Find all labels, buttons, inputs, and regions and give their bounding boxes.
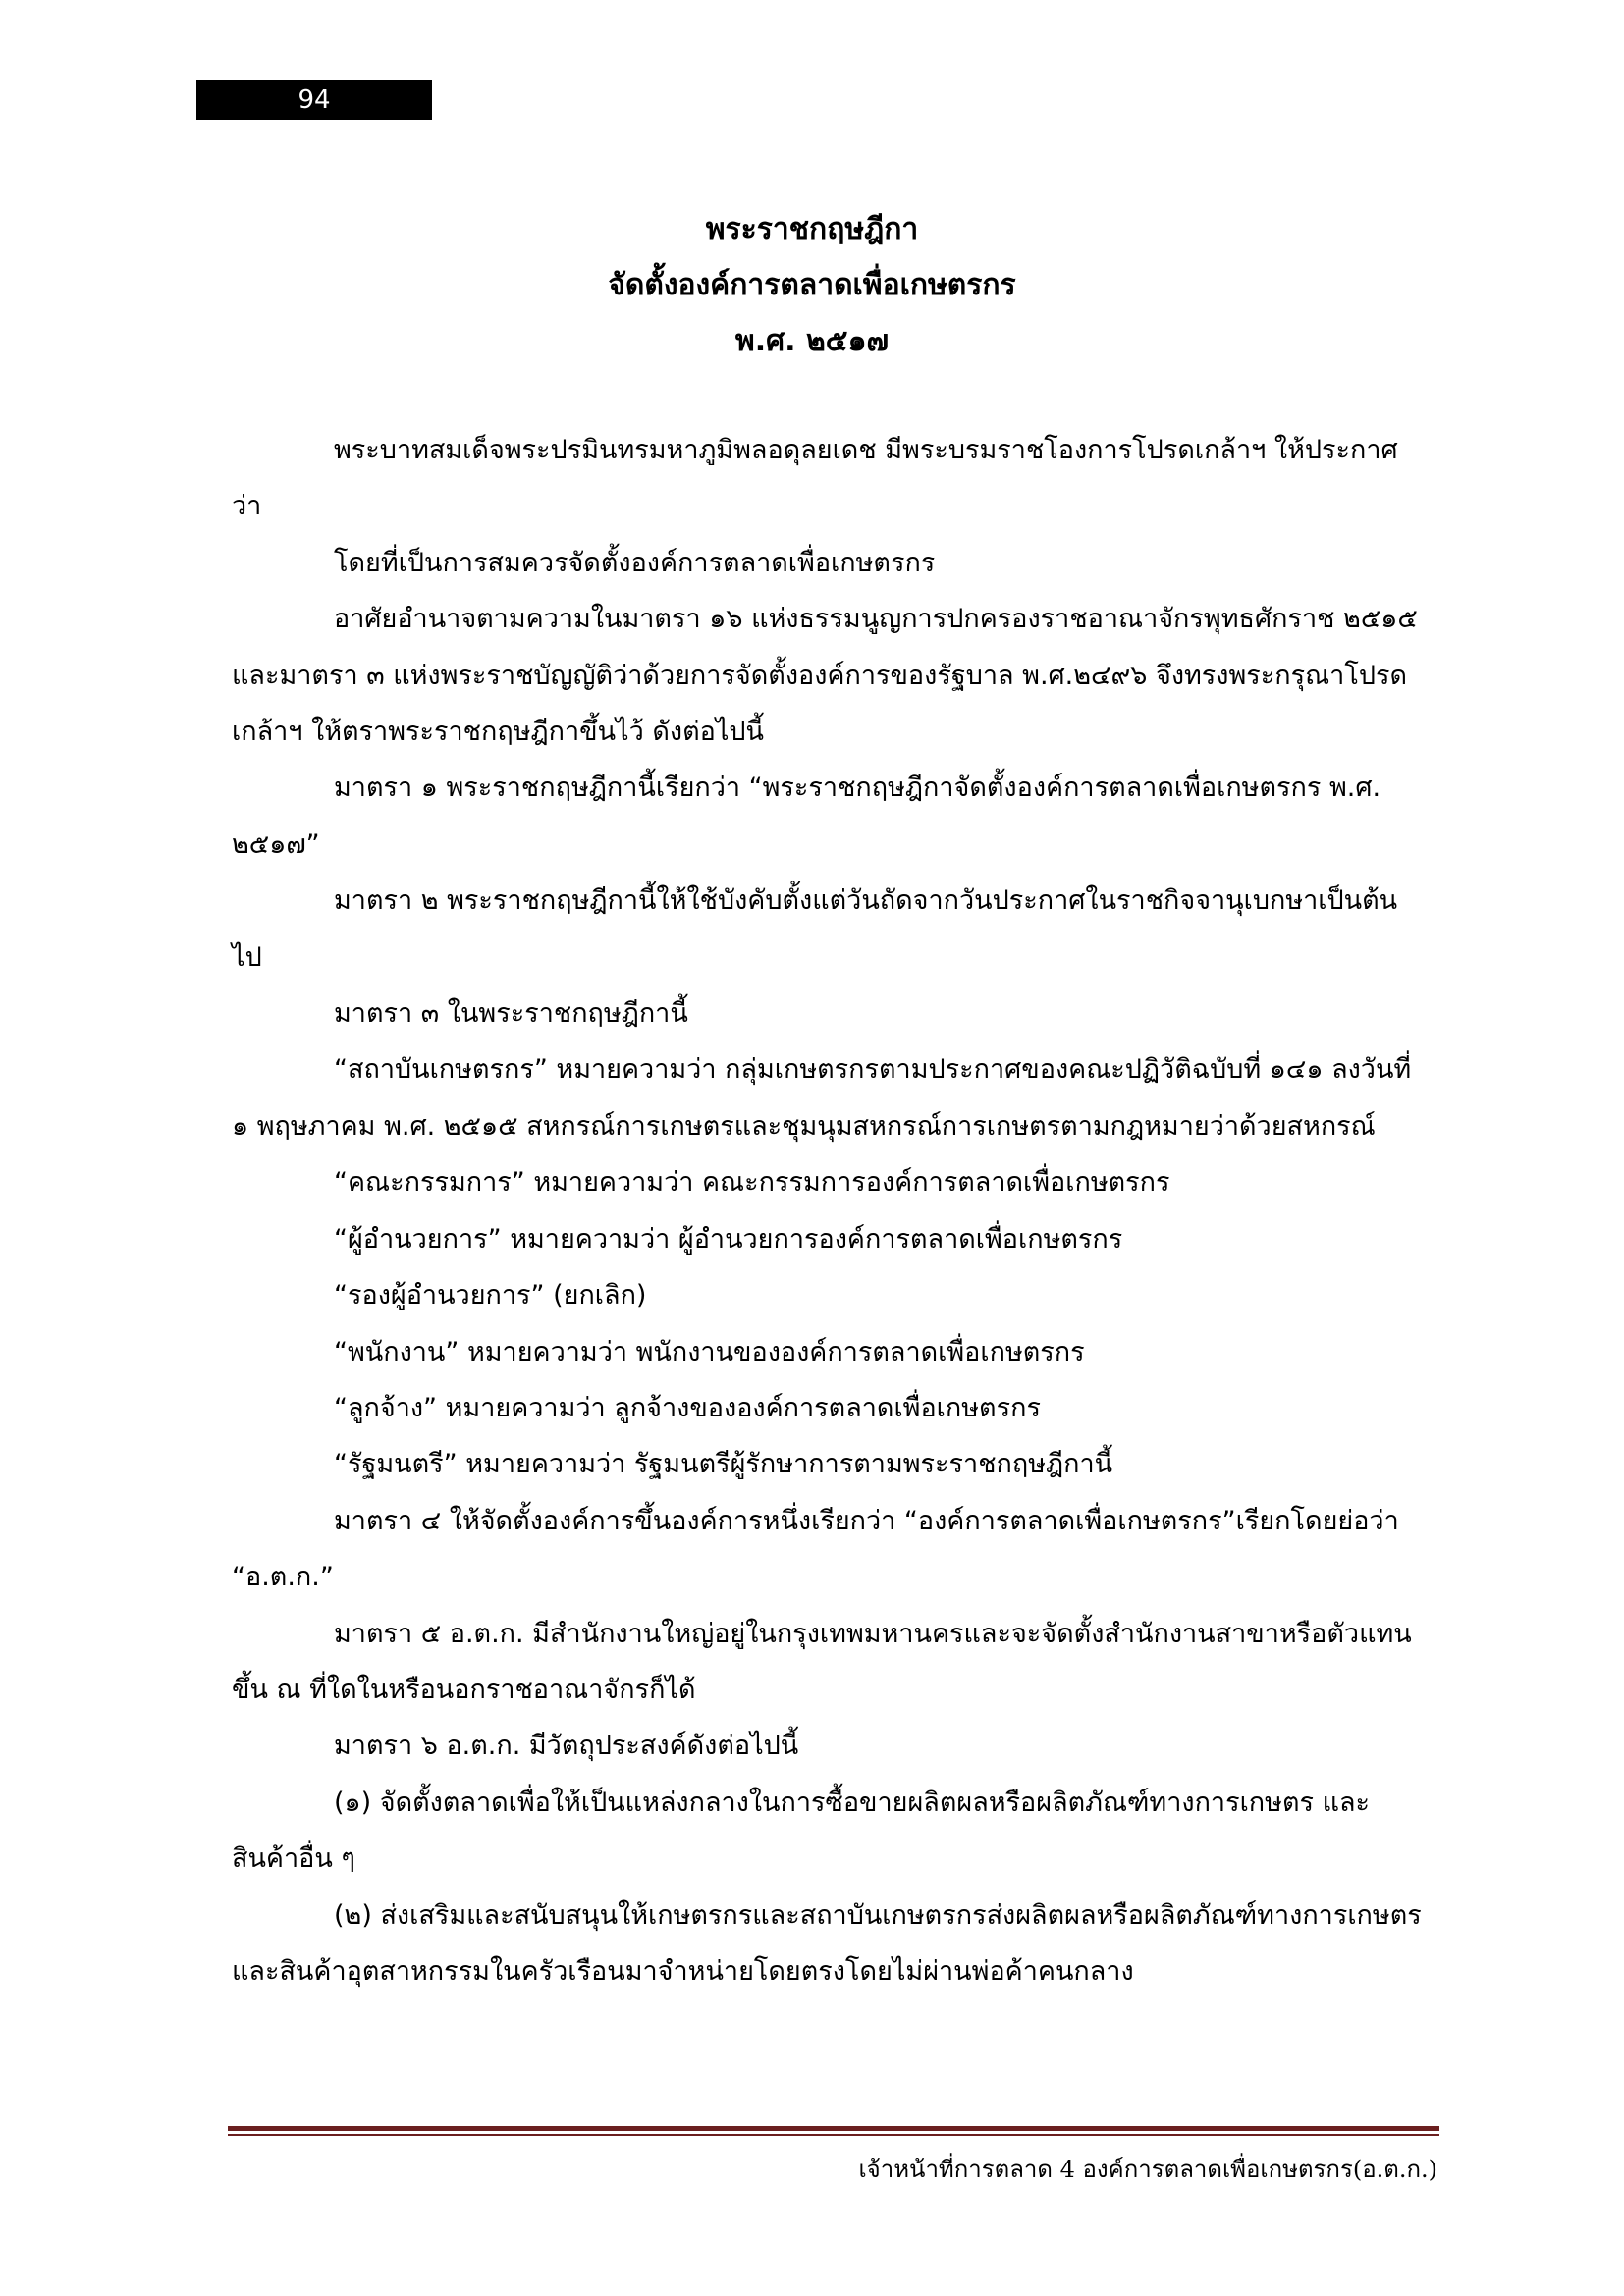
- title-line-3: พ.ศ. ๒๕๑๗: [734, 324, 890, 358]
- paragraph: อาศัยอำนาจตามความในมาตรา ๑๖ แห่งธรรมนูญการปกครองราชอาณาจักรพุทธศักราช ๒๕๑๕ และมาตรา ๓ แห่งพระราชบัญญัติว่าด้วยการจัดตั้งองค์การของรัฐบาล พ.ศ.๒๔๙๖ จึงทรงพระกรุณาโปรดเกล้าฯ ให้ตราพระราชกฤษฎีกาขึ้นไว้ ดังต่อไปนี้: [232, 604, 1418, 748]
- title-line-1: พระราชกฤษฎีกา: [705, 212, 919, 246]
- paragraph: (๑) จัดตั้งตลาดเพื่อให้เป็นแหล่งกลางในการซื้อขายผลิตผลหรือผลิตภัณฑ์ทางการเกษตร และสินค้าอื่น ๆ: [232, 1787, 1371, 1875]
- title-line-2: จัดตั้งองค์การตลาดเพื่อเกษตรกร: [608, 268, 1016, 302]
- paragraph: “รองผู้อำนวยการ” (ยกเลิก): [334, 1280, 647, 1311]
- paragraph: “พนักงาน” หมายความว่า พนักงานขององค์การตลาดเพื่อเกษตรกร: [334, 1336, 1085, 1367]
- paragraph: พระบาทสมเด็จพระปรมินทรมหาภูมิพลอดุลยเดช มีพระบรมราชโองการโปรดเกล้าฯ ให้ประกาศว่า: [232, 435, 1398, 522]
- paragraph: โดยที่เป็นการสมควรจัดตั้งองค์การตลาดเพื่อเกษตรกร: [334, 547, 936, 578]
- page-footer: เจ้าหน้าที่การตลาด 4 องค์การตลาดเพื่อเกษตรกร(อ.ต.ก.): [858, 2156, 1437, 2183]
- paragraph: “ลูกจ้าง” หมายความว่า ลูกจ้างขององค์การตลาดเพื่อเกษตรกร: [334, 1392, 1041, 1423]
- footer-divider-thin: [228, 2134, 1439, 2136]
- paragraph: มาตรา ๖ อ.ต.ก. มีวัตถุประสงค์ดังต่อไปนี้: [334, 1731, 799, 1762]
- paragraph: มาตรา ๒ พระราชกฤษฎีกานี้ให้ใช้บังคับตั้งแต่วันถัดจากวันประกาศในราชกิจจานุเบกษาเป็นต้นไป: [232, 885, 1398, 973]
- document-body: [232, 422, 1425, 2000]
- paragraph: มาตรา ๔ ให้จัดตั้งองค์การขึ้นองค์การหนึ่งเรียกว่า “องค์การตลาดเพื่อเกษตรกร”เรียกโดยย่อว่า “อ.ต.ก.”: [232, 1505, 1399, 1593]
- paragraph: มาตรา ๓ ในพระราชกฤษฎีกานี้: [334, 998, 688, 1030]
- paragraph: “สถาบันเกษตรกร” หมายความว่า กลุ่มเกษตรกรตามประกาศของคณะปฏิวัติฉบับที่ ๑๔๑ ลงวันที่ ๑ พฤษภาคม พ.ศ. ๒๕๑๕ สหกรณ์การเกษตรและชุมนุมสหกรณ์การเกษตรตามกฎหมายว่าด้วยสหกรณ์: [232, 1054, 1412, 1142]
- paragraph: มาตรา ๑ พระราชกฤษฎีกานี้เรียกว่า “พระราชกฤษฎีกาจัดตั้งองค์การตลาดเพื่อเกษตรกร พ.ศ. ๒๕๑๗”: [232, 773, 1381, 860]
- paragraph: “รัฐมนตรี” หมายความว่า รัฐมนตรีผู้รักษาการตามพระราชกฤษฎีกานี้: [334, 1449, 1113, 1480]
- document-title: [0, 201, 1624, 369]
- paragraph: “คณะกรรมการ” หมายความว่า คณะกรรมการองค์การตลาดเพื่อเกษตรกร: [334, 1167, 1170, 1199]
- paragraph: มาตรา ๕ อ.ต.ก. มีสำนักงานใหญ่อยู่ในกรุงเทพมหานครและจะจัดตั้งสำนักงานสาขาหรือตัวแทนขึ้น ณ ที่ใดในหรือนอกราชอาณาจักรก็ได้: [232, 1618, 1412, 1705]
- paragraph: (๒) ส่งเสริมและสนับสนุนให้เกษตรกรและสถาบันเกษตรกรส่งผลิตผลหรือผลิตภัณฑ์ทางการเกษตร และสินค้าอุตสาหกรรมในครัวเรือนมาจำหน่ายโดยตรงโดยไม่ผ่านพ่อค้าคนกลาง: [232, 1899, 1422, 1987]
- page-number: 94: [196, 80, 432, 120]
- footer-divider: [228, 2126, 1439, 2131]
- paragraph: “ผู้อำนวยการ” หมายความว่า ผู้อำนวยการองค์การตลาดเพื่อเกษตรกร: [334, 1223, 1123, 1255]
